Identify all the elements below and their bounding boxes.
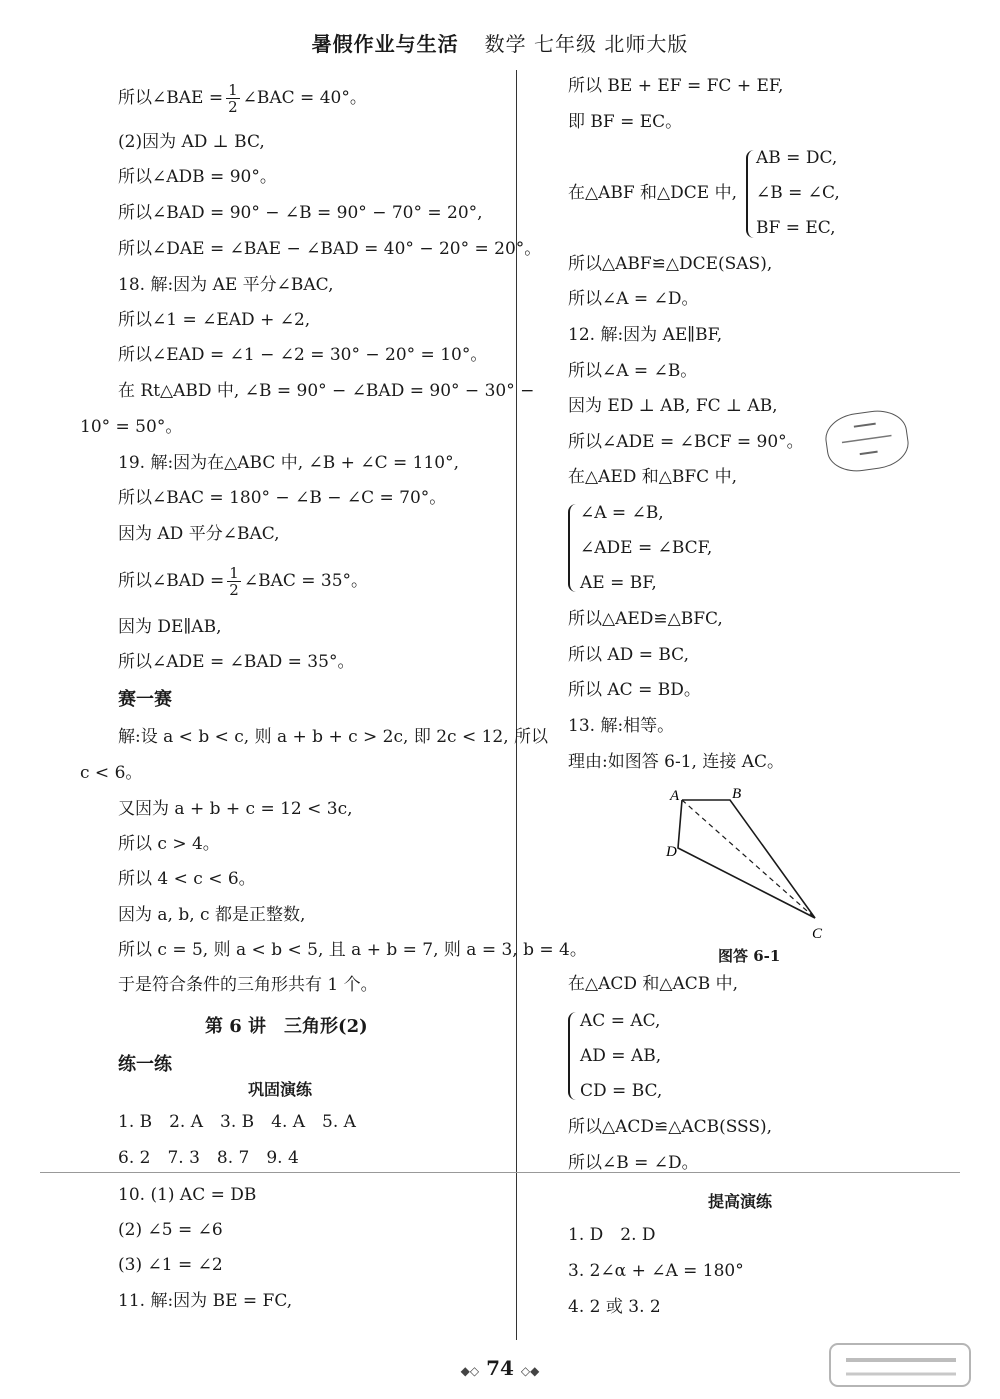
stamp-icon [822,407,911,476]
condition-line: ∠B = ∠C, [756,183,840,203]
answer-line: 3. 2∠α + ∠A = 180° [568,1261,744,1281]
text-line: 于是符合条件的三角形共有 1 个。 [118,975,378,995]
condition-line: AC = AC, [580,1011,661,1031]
text-line: 所以∠A = ∠B。 [568,361,698,381]
text-line: 19. 解:因为在△ABC 中, ∠B + ∠C = 110°, [118,453,459,473]
answer-line: (3) ∠1 = ∠2 [118,1255,223,1275]
text-line: 所以△ABF≌△DCE(SAS), [568,254,773,274]
text-line: 即 BF = EC。 [568,112,683,132]
text-line: 所以∠BAE = $\frac{1}{2}$ ∠BAC = 40°。 [118,81,367,116]
answer-line: 4. 2 或 3. 2 [568,1297,661,1317]
vertex-label-b: B [732,786,742,802]
answer-line: 10. (1) AC = DB [118,1185,257,1205]
condition-line: ∠A = ∠B, [580,503,664,523]
text-line: (2)因为 AD ⊥ BC, [118,132,265,152]
text-line: 所以∠B = ∠D。 [568,1153,699,1173]
condition-line: ∠ADE = ∠BCF, [580,538,713,558]
section-heading: 练一练 [118,1054,172,1075]
fraction: $\frac{1}{2}$ [228,81,238,116]
text-line: 所以△ACD≌△ACB(SSS), [568,1117,773,1137]
text-line: 13. 解:相等。 [568,716,675,736]
ornament-icon: ◇◆ [520,1364,540,1378]
text-line: 所以 c > 4。 [118,834,220,854]
text-line: 在△ACD 和△ACB 中, [568,974,739,994]
condition-line: AE = BF, [580,573,657,593]
text-line: 所以∠BAD = 90° − ∠B = 90° − 70° = 20°, [118,203,483,223]
text-line: 所以∠ADB = 90°。 [118,167,277,187]
text-line: 所以∠ADE = ∠BCF = 90°。 [568,432,804,452]
condition-line: BF = EC, [756,218,836,238]
text-line: c < 6。 [80,763,143,783]
book-subtitle: 数学 七年级 北师大版 [484,32,689,56]
ornament-icon: ◆◇ [460,1364,480,1378]
book-title: 暑假作业与生活 [311,32,459,56]
text-line: 在△ABF 和△DCE 中, [568,183,737,203]
vertex-label-c: C [812,926,823,940]
text-line: 在△AED 和△BFC 中, [568,467,737,487]
text-line: 所以 BE + EF = FC + EF, [568,76,784,96]
text-line: 所以 4 < c < 6。 [118,869,256,889]
text-line: 在 Rt△ABD 中, ∠B = 90° − ∠BAD = 90° − 30° − [118,381,535,401]
text-line: 所以∠BAD = $\frac{1}{2}$ ∠BAC = 35°。 [118,564,369,599]
watermark-logo [826,1340,976,1395]
text-line: 所以∠BAC = 180° − ∠B − ∠C = 70°。 [118,488,447,508]
text-line: 12. 解:因为 AE∥BF, [568,325,723,345]
text-line: 所以∠A = ∠D。 [568,289,699,309]
text-line: 又因为 a + b + c = 12 < 3c, [118,799,353,819]
section-heading: 赛一赛 [118,689,172,710]
text-line: 所以∠1 = ∠EAD + ∠2, [118,310,311,330]
page-header [0,28,1000,57]
text-line: 因为 DE∥AB, [118,617,222,637]
subsection-heading: 提高演练 [708,1192,773,1211]
text-line: 18. 解:因为 AE 平分∠BAC, [118,275,334,295]
quadrilateral-abcd [678,800,815,918]
answer-line: 1. D 2. D [568,1225,656,1245]
text-line: 因为 a, b, c 都是正整数, [118,905,306,925]
answer-line: 11. 解:因为 BE = FC, [118,1291,293,1311]
text-line: 所以 c = 5, 则 a < b < 5, 且 a + b = 7, 则 a = 3, b = 4。 [118,940,587,960]
lesson-title: 第 6 讲 三角形(2) [205,1016,368,1037]
answer-line: 1. B 2. A 3. B 4. A 5. A [118,1112,356,1132]
text-line: 所以∠DAE = ∠BAE − ∠BAD = 40° − 20° = 20°。 [118,239,542,259]
vertex-label-a: A [670,788,680,804]
figure-6-1 [660,780,840,940]
subsection-heading: 巩固演练 [248,1080,313,1099]
condition-line: AB = DC, [756,148,838,168]
text-line: 理由:如图答 6-1, 连接 AC。 [568,752,785,772]
diagonal-ac [682,800,815,918]
text-line: 所以 AC = BD。 [568,680,701,700]
answer-line: 6. 2 7. 3 8. 7 9. 4 [118,1148,299,1168]
text-line: 所以 AD = BC, [568,645,689,665]
figure-caption: 图答 6-1 [718,947,781,965]
text-line: 因为 AD 平分∠BAC, [118,524,280,544]
page-number: ◆◇ 74 ◇◆ [460,1356,540,1380]
text-line: 解:设 a < b < c, 则 a + b + c > 2c, 即 2c < 12, 所以 [118,727,549,747]
fraction: $\frac{1}{2}$ [229,564,239,599]
text-line: 10° = 50°。 [80,417,183,437]
answer-line: (2) ∠5 = ∠6 [118,1220,223,1240]
condition-line: CD = BC, [580,1081,663,1101]
brace [746,150,756,238]
text-line: 所以∠ADE = ∠BAD = 35°。 [118,652,355,672]
brace [568,1012,578,1100]
brace [568,504,578,592]
text-line: 所以∠EAD = ∠1 − ∠2 = 30° − 20° = 10°。 [118,345,488,365]
condition-line: AD = AB, [580,1046,662,1066]
vertex-label-d: D [666,844,677,860]
text-line: 所以△AED≌△BFC, [568,609,723,629]
text-line: 因为 ED ⊥ AB, FC ⊥ AB, [568,396,778,416]
separator-rule [40,1172,960,1173]
